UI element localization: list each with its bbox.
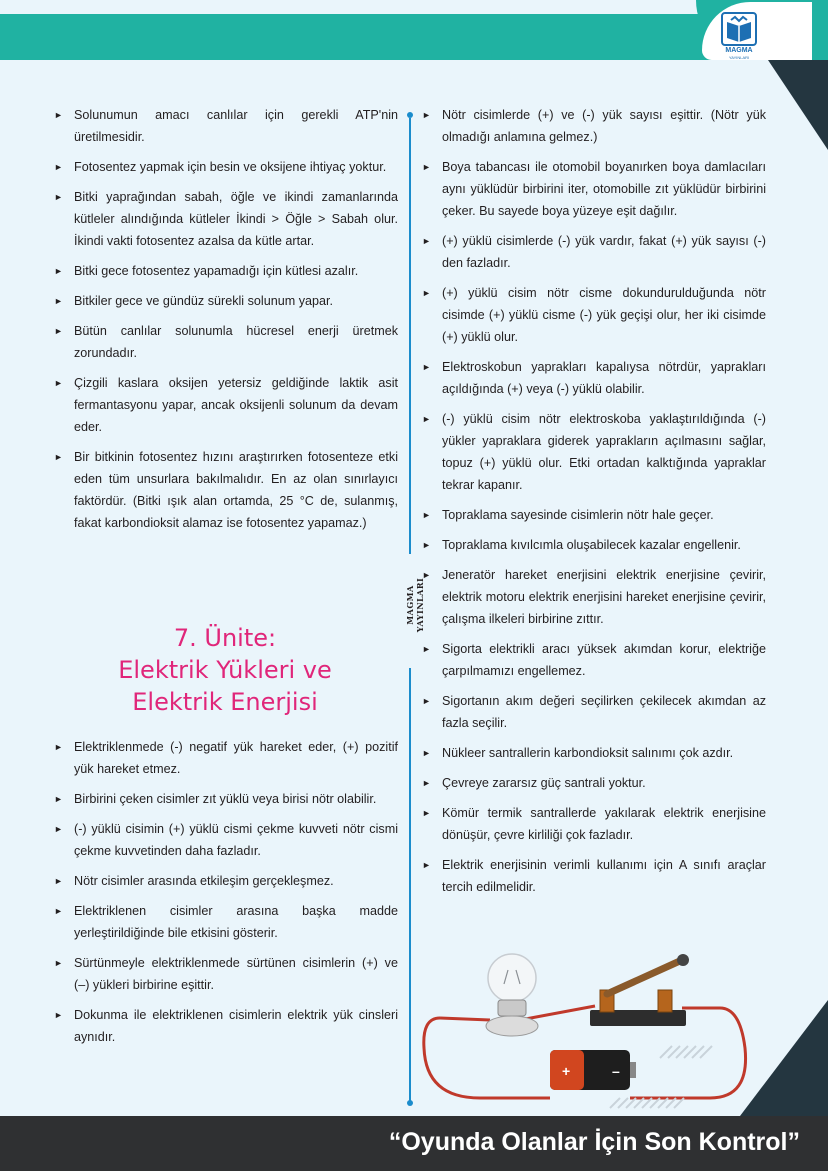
list-item: ► Elektriklenmede (-) negatif yük hareket eder, (+) pozitif yük hareket etmez. (52, 736, 398, 780)
battery-icon (550, 1050, 636, 1090)
list-item: ► Bir bitkinin fotosentez hızını araştırırken fotosenteze etki eden tüm unsurlara bakılmalıdır. En az olan sınırlayıcı faktördür. (Bitki ışık alan ortamda, 25 °C de, sulanmış, fakat karbondioksit alamaz ise fotosentez yapamaz.) (52, 446, 398, 534)
list-item: ► Sigorta elektrikli aracı yüksek akımdan korur, elektriğe çarpılmamızı engellemez. (420, 638, 766, 682)
triangle-bullet-icon: ► (422, 162, 431, 172)
circuit-illustration (420, 948, 760, 1114)
list-item: ► Çizgili kaslara oksijen yetersiz geldiğinde laktik asit fermantasyonu yapar, ancak oksijenli solunum da devam eder. (52, 372, 398, 438)
list-item: ► (+) yüklü cisimlerde (-) yük vardır, fakat (+) yük sayısı (-) den fazladır. (420, 230, 766, 274)
list-item: ► Bitkiler gece ve gündüz sürekli solunum yapar. (52, 290, 398, 312)
list-item: ► Nükleer santrallerin karbondioksit salınımı çok azdır. (420, 742, 766, 764)
light-bulb-icon (486, 954, 538, 1036)
triangle-bullet-icon: ► (54, 906, 63, 916)
list-item: ► Elektriklenen cisimler arasına başka madde yerleştirildiğinde bile etkisini gösterir. (52, 900, 398, 944)
list-item: ► (-) yüklü cisim nötr elektroskoba yaklaştırıldığında (-) yükler yapraklara giderek yaprakların açılmasını sağlar, topuz (+) yüklü olur. Etki ortadan kalktığında yapraklar tekrar kapanır. (420, 408, 766, 496)
list-item: ► Nötr cisimlerde (+) ve (-) yük sayısı eşittir. (Nötr yük olmadığı anlamına gelmez.) (420, 104, 766, 148)
triangle-bullet-icon: ► (54, 452, 63, 462)
list-item: ► Dokunma ile elektriklenen cisimlerin elektrik yük cinsleri aynıdır. (52, 1004, 398, 1048)
triangle-bullet-icon: ► (422, 644, 431, 654)
footer-title: “Oyunda Olanlar İçin Son Kontrol” (388, 1128, 800, 1156)
triangle-bullet-icon: ► (54, 110, 63, 120)
triangle-bullet-icon: ► (54, 876, 63, 886)
unit-number: 7. Ünite: (173, 624, 277, 652)
triangle-bullet-icon: ► (422, 110, 431, 120)
triangle-bullet-icon: ► (54, 192, 63, 202)
list-item: ► Fotosentez yapmak için besin ve oksijene ihtiyaç yoktur. (52, 156, 398, 178)
list-item: ► Nötr cisimler arasında etkileşim gerçekleşmez. (52, 870, 398, 892)
list-item: ► Jeneratör hareket enerjisini elektrik enerjisine çevirir, elektrik motoru elektrik enerjisini hareket enerjisine çevirir, çalışma ilkeleri birbirine zıttır. (420, 564, 766, 630)
battery-plus-label: + (562, 1063, 571, 1079)
divider-segment (409, 668, 411, 1104)
right-column (420, 104, 766, 906)
left-column-lower (52, 736, 398, 1056)
triangle-bullet-icon: ► (54, 296, 63, 306)
unit-title (52, 622, 398, 718)
logo-subtext: YAYINLARI (728, 55, 750, 60)
triangle-bullet-icon: ► (422, 236, 431, 246)
list-item: ► Elektroskobun yaprakları kapalıysa nötrdür, yaprakları açıldığında (+) veya (-) yüklü olabilir. (420, 356, 766, 400)
list-item: ► Birbirini çeken cisimler zıt yüklü veya birisi nötr olabilir. (52, 788, 398, 810)
triangle-bullet-icon: ► (422, 696, 431, 706)
list-item: ► (+) yüklü cisim nötr cisme dokundurulduğunda nötr cisimde (+) yüklü cisme (-) yük geçişi olur, her iki cisimde (+) yüklü olur. (420, 282, 766, 348)
triangle-bullet-icon: ► (54, 958, 63, 968)
list-item: ► Sigortanın akım değeri seçilirken çekilecek akımdan az fazla seçilir. (420, 690, 766, 734)
triangle-bullet-icon: ► (422, 510, 431, 520)
triangle-bullet-icon: ► (54, 326, 63, 336)
triangle-bullet-icon: ► (422, 540, 431, 550)
list-item: ► Topraklama sayesinde cisimlerin nötr hale geçer. (420, 504, 766, 526)
electricity-list (52, 736, 398, 1048)
logo-text: MAGMA (725, 47, 753, 54)
list-item: ► Sürtünmeyle elektriklenmede sürtünen cisimlerin (+) ve (–) yükleri birbirine eşittir. (52, 952, 398, 996)
side-brand-label: MAGMA YAYINLARI (405, 577, 425, 633)
triangle-bullet-icon: ► (422, 778, 431, 788)
list-item: ► Çevreye zararsız güç santrali yoktur. (420, 772, 766, 794)
electricity-list-continued (420, 104, 766, 898)
battery-minus-label: – (612, 1063, 620, 1079)
book-icon (721, 12, 757, 46)
triangle-bullet-icon: ► (422, 414, 431, 424)
list-item: ► Bitki gece fotosentez yapamadığı için kütlesi azalır. (52, 260, 398, 282)
list-item: ► Solunumun amacı canlılar için gerekli ATP'nin üretilmesidir. (52, 104, 398, 148)
triangle-bullet-icon: ► (54, 742, 63, 752)
biology-list (52, 104, 398, 534)
list-item: ► Bütün canlılar solunumla hücresel enerji üretmek zorundadır. (52, 320, 398, 364)
list-item: ► Topraklama kıvılcımla oluşabilecek kazalar engellenir. (420, 534, 766, 556)
list-item: ► Bitki yaprağından sabah, öğle ve ikindi zamanlarında kütleler alındığında kütleler İkindi > Öğle > Sabah olur. İkindi vakti fotosentez azalsa da kütle artar. (52, 186, 398, 252)
triangle-bullet-icon: ► (422, 362, 431, 372)
triangle-bullet-icon: ► (54, 1010, 63, 1020)
list-item: ► Boya tabancası ile otomobil boyanırken boya damlacıları aynı yüklüdür birbirini iter, otomobille zıt yüklüdür birbirini çeker. Bu sayede boya yüzeye eşit dağılır. (420, 156, 766, 222)
triangle-bullet-icon: ► (422, 808, 431, 818)
list-item: ► Elektrik enerjisinin verimli kullanımı için A sınıfı araçlar tercih edilmelidir. (420, 854, 766, 898)
triangle-bullet-icon: ► (54, 378, 63, 388)
unit-name-line-1: Elektrik Yükleri ve (118, 656, 332, 684)
triangle-bullet-icon: ► (54, 266, 63, 276)
knife-switch-icon (590, 954, 689, 1026)
unit-name-line-2: Elektrik Enerjisi (132, 688, 318, 716)
divider-dot (407, 1100, 413, 1106)
magma-logo (718, 12, 760, 58)
triangle-bullet-icon: ► (54, 162, 63, 172)
left-column (52, 104, 398, 542)
triangle-bullet-icon: ► (422, 748, 431, 758)
list-item: ► (-) yüklü cisimin (+) yüklü cismi çekme kuvveti nötr cismi çekme kuvvetinden daha fazladır. (52, 818, 398, 862)
triangle-bullet-icon: ► (54, 824, 63, 834)
triangle-bullet-icon: ► (422, 288, 431, 298)
triangle-bullet-icon: ► (422, 860, 431, 870)
triangle-bullet-icon: ► (54, 794, 63, 804)
triangle-bullet-icon: ► (422, 570, 431, 580)
list-item: ► Kömür termik santrallerde yakılarak elektrik enerjisine dönüşür, çevre kirliliği çok fazladır. (420, 802, 766, 846)
divider-segment (409, 118, 411, 554)
